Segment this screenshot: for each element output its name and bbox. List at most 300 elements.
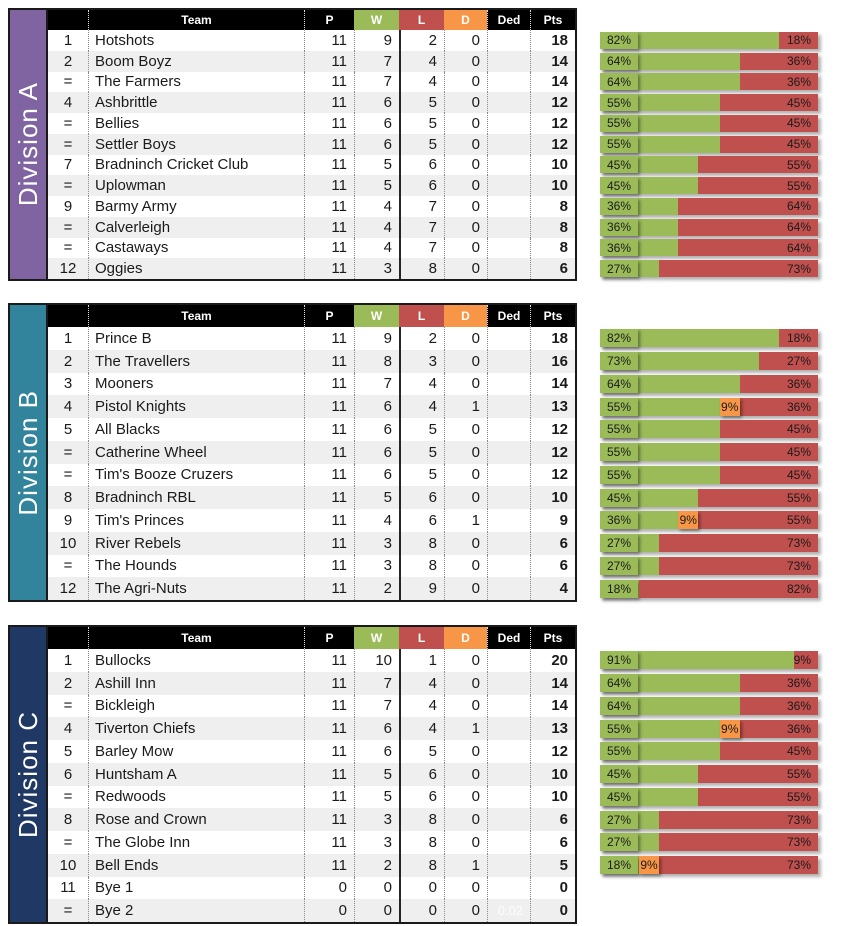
bar-loss-label: 55%: [786, 789, 811, 804]
cell-team: Tiverton Chiefs: [88, 717, 304, 740]
cell-ded: [487, 509, 530, 532]
cell-d: 1: [444, 509, 487, 532]
cell-pts: 12: [530, 134, 575, 155]
bar-win-label: 27%: [600, 811, 638, 829]
bar-win-segment: [600, 260, 659, 277]
cell-ded: [487, 786, 530, 809]
cell-ded: [487, 763, 530, 786]
bar: [600, 557, 818, 575]
cell-d: 0: [444, 134, 487, 155]
division-section: [8, 625, 834, 924]
cell-w: 5: [354, 786, 399, 809]
cell-l: 4: [399, 51, 444, 72]
bar-win-segment: [600, 765, 698, 783]
cell-pos: =: [63, 557, 73, 575]
cell-pos: =: [63, 443, 73, 461]
division-title: Division C: [12, 710, 43, 839]
table-row: [48, 532, 575, 555]
cell-pos: 2: [63, 352, 73, 370]
bar-loss-segment: [720, 420, 818, 438]
bar-loss-label: 55%: [786, 157, 811, 172]
table-body: [48, 327, 575, 600]
bar-win-label: 64%: [600, 375, 638, 393]
bar-loss-label: 36%: [786, 676, 811, 691]
cell-pts: 14: [530, 695, 575, 718]
bar-win-label: 36%: [600, 511, 638, 529]
chart-bar-slot: [600, 808, 818, 831]
bar-loss-segment: [639, 580, 818, 598]
bar-draw-segment: 9%: [721, 721, 739, 736]
bar-win-label: 45%: [600, 788, 638, 806]
bar: [600, 443, 818, 461]
bar-loss-segment: [779, 32, 818, 49]
bar: [600, 765, 818, 783]
table-row: [48, 763, 575, 786]
bar: [600, 32, 818, 49]
chart-bar-slot: [600, 395, 818, 418]
cell-l: 6: [399, 155, 444, 176]
bar-win-label: 64%: [600, 73, 638, 90]
cell-l: 8: [399, 532, 444, 555]
bar-loss-label: 36%: [786, 698, 811, 713]
bar: [600, 398, 818, 416]
cell-p: 11: [304, 441, 354, 464]
header-cell-pts: Pts: [530, 627, 575, 649]
bar-loss-segment: [698, 765, 818, 783]
bar-win-label: 27%: [600, 534, 638, 552]
table-row: [48, 717, 575, 740]
bar-win-segment: [600, 375, 740, 393]
cell-ded: [487, 327, 530, 350]
cell-ded: [487, 51, 530, 72]
cell-p: 11: [304, 113, 354, 134]
cell-l: 8: [399, 831, 444, 854]
cell-l: 8: [399, 555, 444, 578]
cell-team: Barley Mow: [88, 740, 304, 763]
table-row: [48, 555, 575, 578]
cell-p: 11: [304, 763, 354, 786]
division-table: [8, 8, 577, 281]
cell-pts: 13: [530, 717, 575, 740]
cell-d: 0: [444, 786, 487, 809]
bar-win-label: 64%: [600, 53, 638, 70]
bar-loss-segment: [698, 156, 818, 173]
cell-ded: [487, 72, 530, 93]
division-title: Division A: [12, 82, 43, 207]
header-cell-d: D: [444, 627, 487, 649]
division-sidebar: [10, 10, 48, 279]
chart-bar-slot: [600, 763, 818, 786]
cell-ded: [487, 717, 530, 740]
cell-ded: [487, 740, 530, 763]
cell-pts: 12: [530, 418, 575, 441]
bar: [600, 580, 818, 598]
cell-d: 1: [444, 717, 487, 740]
cell-l: 5: [399, 740, 444, 763]
cell-pos: 4: [63, 720, 73, 738]
cell-ded: [487, 113, 530, 134]
cell-ded: [487, 486, 530, 509]
bar-win-segment: [600, 352, 759, 370]
chart-bar-slot: [600, 854, 818, 877]
bar-win-segment: [600, 557, 659, 575]
cell-ded: [487, 418, 530, 441]
cell-team: Bye 2: [88, 899, 304, 922]
bar-loss-label: 64%: [786, 220, 811, 235]
cell-w: 7: [354, 695, 399, 718]
division-sidebar: [10, 305, 48, 600]
cell-p: 11: [304, 740, 354, 763]
header-cell-pts: Pts: [530, 305, 575, 327]
cell-d: 0: [444, 464, 487, 487]
chart-bar-slot: [600, 113, 818, 134]
cell-team: Uplowman: [88, 175, 304, 196]
bar: [600, 260, 818, 277]
bar-loss-label: 18%: [786, 331, 811, 346]
cell-w: 6: [354, 92, 399, 113]
chart-bar-slot: [600, 196, 818, 217]
cell-pts: 10: [530, 155, 575, 176]
cell-l: 4: [399, 373, 444, 396]
cell-team: Catherine Wheel: [88, 441, 304, 464]
cell-team: Barmy Army: [88, 196, 304, 217]
cell-d: 0: [444, 899, 487, 922]
cell-w: 6: [354, 740, 399, 763]
cell-pts: 6: [530, 555, 575, 578]
cell-pts: 0: [530, 899, 575, 922]
cell-p: 0: [304, 877, 354, 900]
cell-pts: 13: [530, 395, 575, 418]
header-cell-w: W: [354, 10, 399, 30]
table-row: [48, 350, 575, 373]
cell-pts: 20: [530, 649, 575, 672]
cell-l: 5: [399, 92, 444, 113]
cell-team: The Hounds: [88, 555, 304, 578]
standings-grid: [48, 10, 575, 279]
table-row: [48, 577, 575, 600]
bar-loss-segment: [740, 697, 818, 715]
table-row: [48, 373, 575, 396]
bar-loss-label: 64%: [786, 240, 811, 255]
bar-loss-label: 45%: [786, 467, 811, 482]
cell-w: 3: [354, 831, 399, 854]
bar-win-segment: [600, 73, 740, 90]
cell-w: 6: [354, 113, 399, 134]
cell-team: Ashbrittle: [88, 92, 304, 113]
chart-bar-slot: [600, 899, 818, 922]
chart-bar-slot: [600, 464, 818, 487]
table-row: [48, 418, 575, 441]
bar: [600, 115, 818, 132]
cell-w: 7: [354, 672, 399, 695]
cell-d: 0: [444, 577, 487, 600]
chart-bar-slot: [600, 134, 818, 155]
bar-loss-segment: [720, 466, 818, 484]
bar-win-label: 55%: [600, 420, 638, 438]
bar-win-segment: [600, 511, 678, 529]
bar-loss-label: 45%: [786, 744, 811, 759]
header-cell-blank: [48, 305, 88, 327]
cell-pos: 4: [63, 398, 73, 416]
chart-bar-slot: [600, 92, 818, 113]
cell-pts: 8: [530, 238, 575, 259]
cell-p: 11: [304, 464, 354, 487]
cell-pos: =: [63, 177, 73, 195]
cell-d: 1: [444, 854, 487, 877]
bar-win-label: 55%: [600, 398, 638, 416]
cell-d: 0: [444, 808, 487, 831]
bar: [600, 198, 818, 215]
cell-team: Ashill Inn: [88, 672, 304, 695]
cell-l: 2: [399, 30, 444, 51]
cell-ded: [487, 217, 530, 238]
cell-pos: 5: [63, 420, 73, 438]
chart-bar-slot: [600, 555, 818, 578]
bar-win-segment: [600, 489, 698, 507]
standings-grid: [48, 305, 575, 600]
cell-w: 5: [354, 175, 399, 196]
bar-loss-segment: [759, 352, 818, 370]
cell-pts: 12: [530, 740, 575, 763]
bar-loss-label: 73%: [786, 261, 811, 276]
bar: [600, 156, 818, 173]
cell-ded: [487, 649, 530, 672]
cell-w: 3: [354, 258, 399, 279]
division-table: [8, 625, 577, 924]
bar-loss-segment: [659, 260, 818, 277]
bar: [600, 742, 818, 760]
cell-pos: =: [63, 902, 73, 920]
results-bar-chart: [600, 649, 818, 922]
bar: [600, 352, 818, 370]
cell-team: The Farmers: [88, 72, 304, 93]
cell-p: 11: [304, 418, 354, 441]
bar: [600, 856, 818, 874]
bar-win-label: 64%: [600, 674, 638, 692]
cell-w: 0: [354, 899, 399, 922]
cell-d: 0: [444, 113, 487, 134]
cell-ded: [487, 155, 530, 176]
cell-team: Boom Boyz: [88, 51, 304, 72]
cell-w: 8: [354, 350, 399, 373]
cell-pts: 10: [530, 486, 575, 509]
cell-team: River Rebels: [88, 532, 304, 555]
cell-team: Calverleigh: [88, 217, 304, 238]
cell-pts: 6: [530, 831, 575, 854]
bar-win-segment: [600, 534, 659, 552]
cell-l: 8: [399, 258, 444, 279]
cell-pos: =: [63, 73, 73, 91]
cell-ded: 0.00: [487, 877, 530, 900]
division-section: [8, 8, 834, 281]
header-cell-team: Team: [88, 305, 304, 327]
chart-bar-slot: [600, 695, 818, 718]
cell-p: 11: [304, 175, 354, 196]
bar: [600, 73, 818, 90]
header-cell-team: Team: [88, 10, 304, 30]
bar-win-label: 18%: [600, 580, 638, 598]
bar: [600, 511, 818, 529]
cell-team: Bickleigh: [88, 695, 304, 718]
cell-ded: [487, 672, 530, 695]
cell-pts: 6: [530, 258, 575, 279]
cell-l: 8: [399, 808, 444, 831]
cell-d: 0: [444, 217, 487, 238]
cell-ded: [487, 175, 530, 196]
cell-pts: 12: [530, 441, 575, 464]
chart-bar-slot: [600, 717, 818, 740]
cell-p: 11: [304, 92, 354, 113]
cell-pts: 14: [530, 672, 575, 695]
table-row: [48, 258, 575, 279]
cell-w: 2: [354, 577, 399, 600]
header-cell-w: W: [354, 305, 399, 327]
table-row: [48, 786, 575, 809]
cell-d: 0: [444, 30, 487, 51]
bar-win-segment: [600, 788, 698, 806]
cell-d: 0: [444, 418, 487, 441]
cell-team: Bye 1: [88, 877, 304, 900]
cell-d: 0: [444, 831, 487, 854]
bar: [600, 219, 818, 236]
cell-pts: 5: [530, 854, 575, 877]
cell-team: Bellies: [88, 113, 304, 134]
bar-win-segment: [600, 156, 698, 173]
cell-team: Hotshots: [88, 30, 304, 51]
chart-bar-slot: [600, 786, 818, 809]
bar-loss-label: 45%: [786, 116, 811, 131]
chart-bar-slot: [600, 577, 818, 600]
bar-loss-label: 55%: [786, 178, 811, 193]
header-cell-p: P: [304, 627, 354, 649]
cell-pos: 4: [63, 94, 73, 112]
cell-pts: 12: [530, 92, 575, 113]
cell-l: 0: [399, 877, 444, 900]
bar-win-segment: [600, 811, 659, 829]
bar-win-label: 36%: [600, 239, 638, 256]
cell-p: 11: [304, 373, 354, 396]
bar-win-label: 18%: [600, 856, 638, 874]
cell-d: 0: [444, 196, 487, 217]
cell-w: 3: [354, 808, 399, 831]
cell-team: Pistol Knights: [88, 395, 304, 418]
bar-loss-segment: [740, 53, 818, 70]
bar-loss-segment: [740, 375, 818, 393]
header-cell-pts: Pts: [530, 10, 575, 30]
cell-w: 7: [354, 373, 399, 396]
cell-p: 11: [304, 577, 354, 600]
bar-loss-label: 55%: [786, 490, 811, 505]
cell-pts: 18: [530, 327, 575, 350]
cell-l: 4: [399, 72, 444, 93]
bar: [600, 420, 818, 438]
cell-d: 0: [444, 672, 487, 695]
bar-win-label: 55%: [600, 466, 638, 484]
table-row: [48, 72, 575, 93]
table-row: [48, 509, 575, 532]
cell-pos: =: [63, 218, 73, 236]
cell-d: 0: [444, 350, 487, 373]
cell-l: 7: [399, 217, 444, 238]
chart-bar-slot: [600, 30, 818, 51]
bar-loss-label: 55%: [786, 767, 811, 782]
cell-pos: =: [63, 833, 73, 851]
cell-w: 4: [354, 196, 399, 217]
cell-w: 10: [354, 649, 399, 672]
bar-loss-segment: [740, 73, 818, 90]
bar-win-label: 27%: [600, 557, 638, 575]
cell-pos: 1: [63, 31, 73, 49]
chart-bar-slot: [600, 532, 818, 555]
cell-team: Tim's Princes: [88, 509, 304, 532]
cell-pts: 16: [530, 350, 575, 373]
cell-w: 7: [354, 72, 399, 93]
cell-ded: [487, 92, 530, 113]
cell-w: 9: [354, 327, 399, 350]
cell-pos: 8: [63, 811, 73, 829]
cell-pts: 14: [530, 72, 575, 93]
cell-w: 7: [354, 51, 399, 72]
bar-draw-segment: 9%: [640, 858, 658, 873]
cell-p: 11: [304, 155, 354, 176]
chart-bar-slot: [600, 350, 818, 373]
table-row: [48, 134, 575, 155]
cell-w: 3: [354, 555, 399, 578]
bar-loss-segment: [659, 557, 818, 575]
cell-l: 2: [399, 327, 444, 350]
cell-l: 5: [399, 441, 444, 464]
cell-pos: 1: [63, 651, 73, 669]
cell-ded: [487, 808, 530, 831]
cell-pos: 9: [63, 511, 73, 529]
bar: [600, 811, 818, 829]
cell-w: 9: [354, 30, 399, 51]
bar-loss-segment: [659, 811, 818, 829]
chart-bar-slot: [600, 740, 818, 763]
cell-w: 4: [354, 509, 399, 532]
cell-pos: =: [63, 788, 73, 806]
bar-win-segment: [600, 580, 639, 598]
cell-pos: 6: [63, 765, 73, 783]
table-row: [48, 899, 575, 922]
bar-win-label: 82%: [600, 32, 638, 49]
bar-win-label: 55%: [600, 742, 638, 760]
header-cell-team: Team: [88, 627, 304, 649]
table-row: [48, 672, 575, 695]
bar-loss-segment: [720, 742, 818, 760]
cell-d: 0: [444, 72, 487, 93]
cell-l: 7: [399, 238, 444, 259]
cell-team: Settler Boys: [88, 134, 304, 155]
bar-loss-segment: [740, 398, 819, 416]
cell-l: 5: [399, 418, 444, 441]
bar-win-segment: [600, 466, 720, 484]
header-cell-l: L: [399, 627, 444, 649]
cell-d: 0: [444, 92, 487, 113]
bar-loss-label: 36%: [786, 721, 811, 736]
bar-win-label: 73%: [600, 352, 638, 370]
cell-pos: =: [63, 239, 73, 257]
cell-team: Prince B: [88, 327, 304, 350]
bar-win-label: 91%: [600, 651, 638, 669]
cell-d: 0: [444, 327, 487, 350]
bar-loss-label: 73%: [786, 858, 811, 873]
division-title: Division B: [12, 389, 43, 516]
table-row: [48, 327, 575, 350]
cell-pos: 8: [63, 489, 73, 507]
bar-loss-label: 36%: [786, 54, 811, 69]
bar-loss-label: 45%: [786, 422, 811, 437]
